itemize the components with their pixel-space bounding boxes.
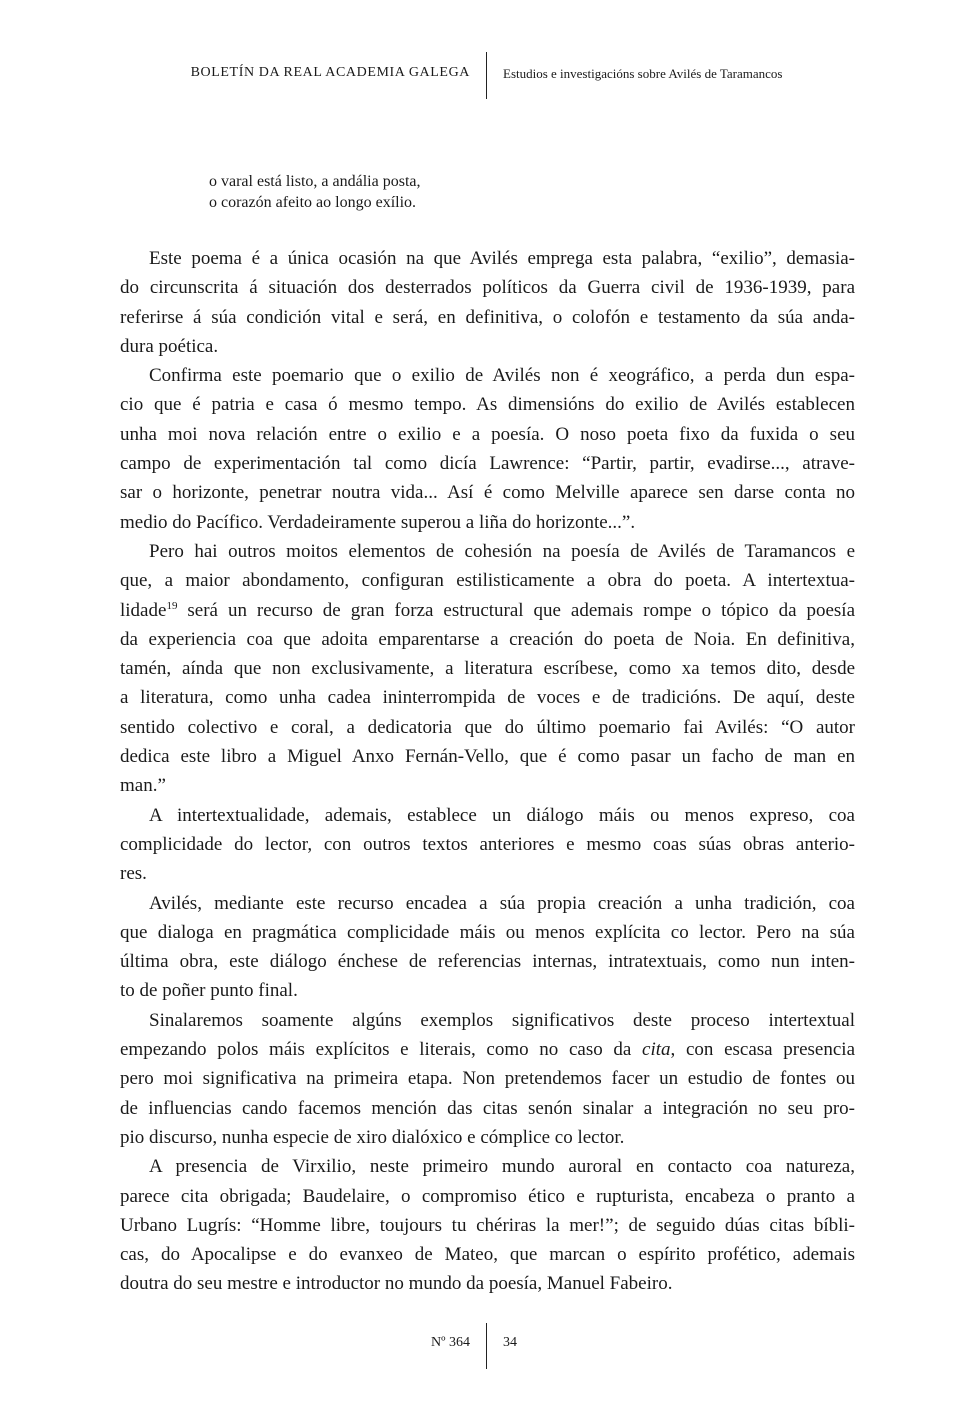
paragraph-4 bbox=[120, 801, 855, 889]
text-fragment: lidade bbox=[120, 599, 167, 621]
text-line: doutra do seu mestre e introductor no mundo da poesía, Manuel Fabeiro. bbox=[120, 1273, 673, 1295]
text-line: campo de experimentación tal como dicía Lawrence: “Partir, partir, evadirse..., atrave- bbox=[120, 453, 855, 475]
text-line: cas, do Apocalipse e do evanxeo de Mateo, que marcan o espírito profético, ademais bbox=[120, 1244, 855, 1266]
verse-quote bbox=[209, 171, 420, 213]
text-line: dedica este libro a Miguel Anxo Fernán-Vello, que é como pasar un facho de man en bbox=[120, 746, 855, 768]
page-footer bbox=[0, 1323, 975, 1369]
paragraph-5 bbox=[120, 889, 855, 1006]
footer-divider bbox=[486, 1323, 487, 1369]
body-text bbox=[120, 244, 855, 1299]
text-line: unha moi nova relación entre o exilio e a poesía. O noso poeta fixo da fuxida o seu bbox=[120, 423, 855, 445]
text-line: Urbano Lugrís: “Homme libre, toujours tu chériras la mer!”; de seguido dúas citas bíbli- bbox=[120, 1214, 855, 1236]
paragraph-6 bbox=[120, 1006, 855, 1152]
text-line: pero moi significativa na primeira etapa. Non pretendemos facer un estudio de fontes ou bbox=[120, 1068, 855, 1090]
text-line: Confirma este poemario que o exilio de Avilés non é xeográfico, a perda dun espa- bbox=[149, 365, 855, 387]
text-line: a literatura, como unha cadea ininterrompida de voces e de tradicións. De aquí, deste bbox=[120, 687, 855, 709]
text-line: to de poñer punto final. bbox=[120, 980, 298, 1002]
text-line: pio discurso, nunha especie de xiro dialóxico e cómplice co lector. bbox=[120, 1126, 625, 1148]
text-fragment: , con escasa presencia bbox=[670, 1039, 856, 1061]
text-line: última obra, este diálogo énchese de referencias internas, intratextuais, como nun inten- bbox=[120, 951, 855, 973]
text-line: parece cita obrigada; Baudelaire, o compromiso ético e rupturista, encabeza o pranto a bbox=[120, 1185, 855, 1207]
text-line: que, a maior abondamento, configuran estilisticamente a obra do poeta. A intertextua- bbox=[120, 570, 855, 592]
text-line bbox=[120, 596, 855, 625]
running-header bbox=[0, 52, 975, 100]
footnote-reference[interactable]: 19 bbox=[166, 599, 178, 612]
text-line: sar o horizonte, penetrar noutra vida... Así é como Melville aparece sen darse conta no bbox=[120, 482, 855, 504]
section-title: Estudios e investigacións sobre Avilés de Taramancos bbox=[503, 66, 783, 81]
text-line: tamén, aínda que non exclusivamente, a literatura escríbese, como xa temos dito, desde bbox=[120, 658, 855, 680]
page-number: 34 bbox=[503, 1335, 517, 1350]
journal-title: BOLETÍN DA REAL ACADEMIA GALEGA bbox=[190, 65, 470, 80]
text-line: Pero hai outros moitos elementos de cohesión na poesía de Avilés de Taramancos e bbox=[149, 540, 855, 562]
text-line: complicidade do lector, con outros textos anteriores e mesmo coas súas obras anterio- bbox=[120, 833, 855, 855]
text-line bbox=[120, 1035, 855, 1064]
text-line: dura poética. bbox=[120, 335, 219, 357]
text-line: Este poema é a única ocasión na que Avilés emprega esta palabra, “exilio”, demasia- bbox=[149, 248, 855, 269]
text-line: cio que é patria e casa ó mesmo tempo. As dimensións do exilio de Avilés establecen bbox=[120, 394, 855, 416]
text-line: sentido colectivo e coral, a dedicatoria que do último poemario fai Avilés: “O autor bbox=[120, 716, 855, 738]
verse-line: o corazón afeito ao longo exílio. bbox=[209, 194, 417, 211]
paragraph-3 bbox=[120, 537, 855, 801]
issue-number: Nº 364 bbox=[431, 1335, 470, 1350]
text-line: da experiencia coa que adoita emparentarse a creación do poeta de Noia. En definitiva, bbox=[120, 628, 855, 650]
text-line: Sinalaremos soamente algúns exemplos significativos deste proceso intertextual bbox=[149, 1009, 855, 1031]
text-line: Avilés, mediante este recurso encadea a súa propia creación a unha tradición, coa bbox=[149, 892, 855, 914]
paragraph-2 bbox=[120, 361, 855, 537]
text-line: res. bbox=[120, 863, 147, 885]
text-line: do circunscrita á situación dos desterrados políticos da Guerra civil de 1936-1939, para bbox=[120, 277, 855, 299]
italic-term: cita bbox=[642, 1039, 671, 1061]
text-line: A presencia de Virxilio, neste primeiro mundo auroral en contacto coa natureza, bbox=[149, 1156, 855, 1178]
paragraph-1 bbox=[120, 244, 855, 361]
verse-line: o varal está listo, a andália posta, bbox=[209, 173, 421, 190]
paragraph-7 bbox=[120, 1152, 855, 1298]
text-line: A intertextualidade, ademais, establece un diálogo máis ou menos expreso, coa bbox=[149, 804, 855, 826]
text-line: de influencias cando facemos mención das citas senón sinalar a integración no seu pro- bbox=[120, 1097, 855, 1119]
header-divider bbox=[486, 52, 487, 99]
text-line: referirse á súa condición vital e será, en definitiva, o colofón e testamento da súa anda- bbox=[120, 306, 855, 328]
text-fragment: será un recurso de gran forza estructural que ademais rompe o tópico da poesía bbox=[187, 599, 855, 621]
text-fragment: empezando polos máis explícitos e literais, como no caso da bbox=[120, 1039, 632, 1061]
text-line: que dialoga en pragmática complicidade máis ou menos explícita co lector. Pero na súa bbox=[120, 921, 855, 943]
text-line: man.” bbox=[120, 775, 166, 797]
text-line: medio do Pacífico. Verdadeiramente superou a liña do horizonte...”. bbox=[120, 511, 636, 533]
